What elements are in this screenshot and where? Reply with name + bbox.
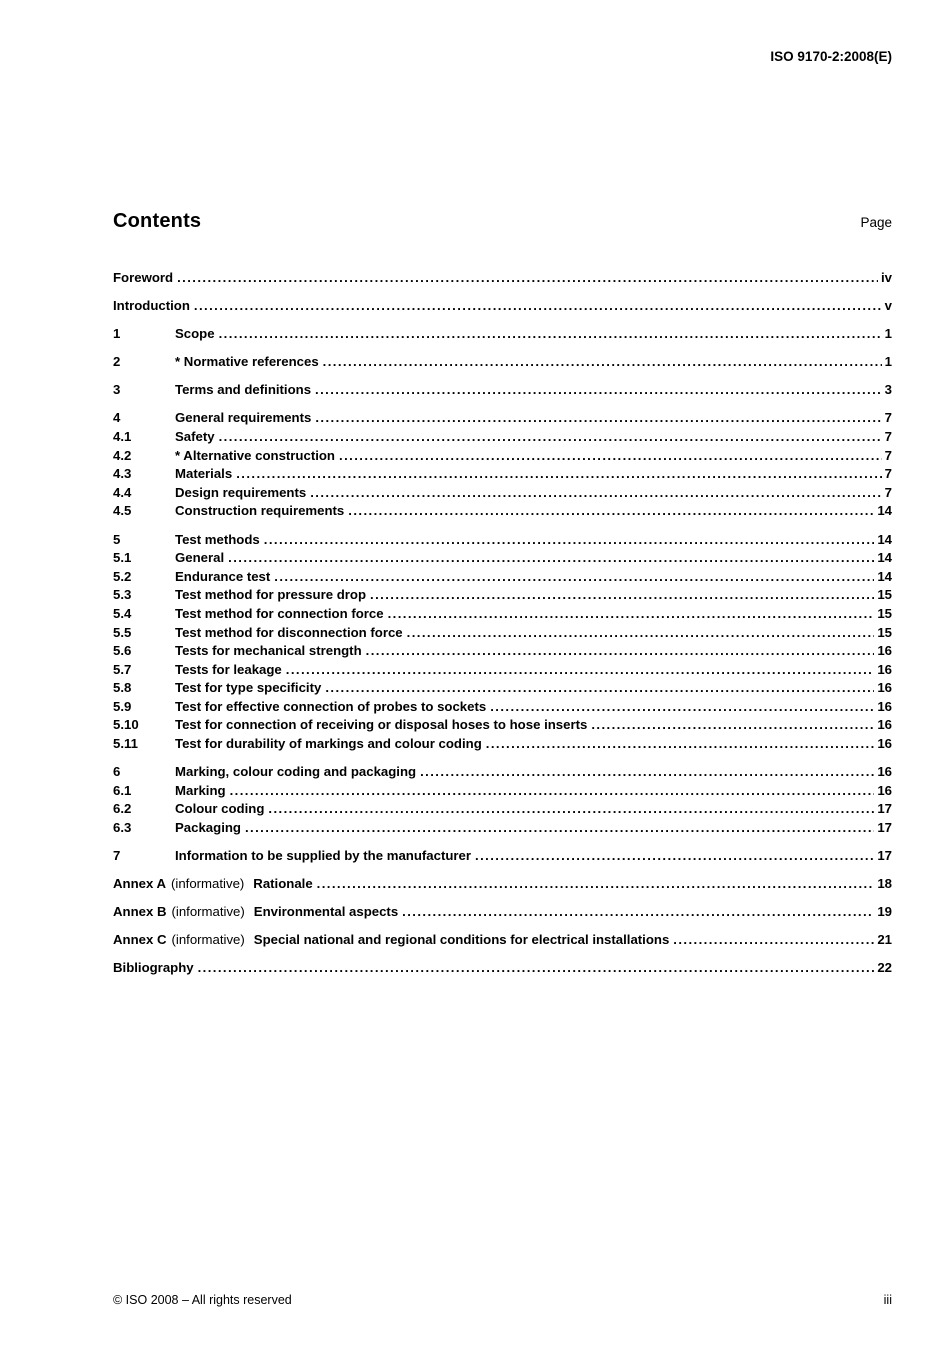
toc-entry-number: 4.1: [113, 429, 132, 445]
contents-title: Contents: [113, 210, 202, 232]
toc-entry-number: 6: [113, 764, 121, 780]
toc-entry-page: 16: [877, 698, 892, 714]
toc-entry-number: 5.9: [113, 698, 132, 714]
toc-entry-page: 3: [884, 382, 892, 398]
toc-entry-title: General: [175, 550, 225, 566]
toc-entry-title: Test method for pressure drop: [175, 587, 366, 603]
toc-entry: [113, 269, 892, 288]
toc-entry-page: 16: [877, 680, 892, 696]
toc-entry-label: [175, 698, 486, 717]
toc-entry: [113, 549, 892, 568]
toc-entry-label: [175, 642, 362, 661]
toc-entry-annex: Annex B: [113, 904, 167, 920]
toc-entry: [113, 847, 892, 866]
toc-entry-label: [175, 549, 224, 568]
toc-entry: [113, 465, 892, 484]
dot-leader: [490, 698, 874, 717]
toc-entry-label: [175, 782, 226, 801]
toc-entry-page: 17: [877, 801, 892, 817]
toc-entry: [113, 381, 892, 400]
dot-leader: [245, 819, 874, 838]
toc-entry-page: 17: [877, 848, 892, 864]
toc-entry-label: [175, 484, 306, 503]
toc-entry-title: Construction requirements: [175, 503, 345, 519]
toc-entry-number: 4: [113, 410, 121, 426]
toc-entry-label: [175, 819, 241, 838]
toc-entry-label: [175, 409, 311, 428]
toc-entry-number: 6.2: [113, 801, 132, 817]
toc-entry-number: 2: [113, 354, 121, 370]
dot-leader: [348, 502, 874, 521]
toc-entry-label: [175, 353, 319, 372]
toc-entry-label: [175, 847, 471, 866]
dot-leader: [407, 624, 875, 643]
dot-leader: [219, 428, 882, 447]
toc-entry: [113, 875, 892, 894]
toc-entry: [113, 698, 892, 717]
toc-entry: [113, 661, 892, 680]
toc-entry-number: 4.3: [113, 466, 132, 482]
table-of-contents: [113, 269, 892, 978]
dot-leader: [268, 800, 874, 819]
toc-entry-page: iv: [881, 270, 892, 285]
toc-entry-title: Terms and definitions: [175, 382, 312, 398]
toc-entry-page: 22: [877, 960, 892, 976]
toc-entry-title: Environmental aspects: [253, 904, 399, 920]
toc-entry-label: [175, 661, 282, 680]
dot-leader: [230, 782, 875, 801]
toc-entry-title: Safety: [175, 429, 215, 445]
toc-entry-page: 7: [884, 410, 892, 426]
toc-entry-label: [113, 297, 190, 316]
toc-entry-title: Endurance test: [175, 568, 271, 584]
toc-entry-page: 16: [877, 736, 892, 752]
toc-entry-page: 14: [877, 531, 892, 547]
toc-entry-label: [175, 325, 215, 344]
toc-entry-title: Scope: [175, 326, 215, 342]
dot-leader: [286, 661, 875, 680]
toc-entry-number: 7: [113, 848, 121, 864]
toc-entry-label: [175, 568, 270, 587]
toc-entry: [113, 297, 892, 316]
toc-entry-page: 14: [877, 568, 892, 584]
toc-entry-label: [113, 269, 173, 288]
toc-entry: [113, 679, 892, 698]
dot-leader: [370, 586, 874, 605]
toc-entry-label: [175, 465, 232, 484]
dot-leader: [274, 568, 874, 587]
dot-leader: [177, 269, 878, 288]
dot-leader: [402, 903, 874, 922]
page-header: [113, 49, 892, 64]
toc-entry-page: 1: [884, 354, 892, 370]
toc-entry-title: Test method for connection force: [175, 605, 384, 621]
toc-entry-title: Test for effective connection of probes to sockets: [175, 698, 487, 714]
toc-entry-page: 1: [884, 326, 892, 342]
dot-leader: [198, 959, 875, 978]
toc-entry-title: Materials: [175, 466, 233, 482]
toc-entry-label: [175, 735, 482, 754]
toc-entry-number: 5.6: [113, 643, 132, 659]
toc-entry: [113, 624, 892, 643]
toc-entry-label: [175, 447, 335, 466]
toc-entry-label: [175, 502, 344, 521]
toc-entry-number: 5.10: [113, 717, 139, 733]
toc-entry-label: [175, 605, 384, 624]
toc-entry-page: 15: [877, 587, 892, 603]
toc-entry-page: 7: [884, 447, 892, 463]
dot-leader: [486, 735, 875, 754]
toc-entry-page: 19: [877, 904, 892, 920]
toc-entry-number: 5.1: [113, 550, 132, 566]
toc-entry-number: 3: [113, 382, 121, 398]
dot-leader: [264, 531, 875, 550]
toc-entry-title: General requirements: [175, 410, 312, 426]
dot-leader: [420, 763, 874, 782]
toc-entry: [113, 819, 892, 838]
toc-entry-page: 14: [877, 550, 892, 566]
contents-heading-row: [113, 210, 892, 233]
toc-entry-page: 15: [877, 605, 892, 621]
dot-leader: [388, 605, 875, 624]
toc-entry-title: Packaging: [175, 819, 241, 835]
dot-leader: [194, 297, 882, 316]
folio-page-number: iii: [883, 1293, 892, 1307]
toc-entry: [113, 353, 892, 372]
toc-entry-number: 4.2: [113, 447, 132, 463]
toc-entry: [113, 325, 892, 344]
toc-entry-page: 17: [877, 819, 892, 835]
dot-leader: [315, 381, 882, 400]
copyright-notice: © ISO 2008 – All rights reserved: [113, 1293, 292, 1307]
toc-entry-label: [113, 959, 194, 978]
toc-entry-label: [175, 763, 416, 782]
toc-entry: [113, 447, 892, 466]
toc-entry-label: [175, 800, 264, 819]
toc-entry-number: 5: [113, 531, 121, 547]
toc-entry-label: [113, 931, 669, 950]
toc-entry: [113, 568, 892, 587]
toc-entry-page: 16: [877, 764, 892, 780]
toc-entry-page: 7: [884, 429, 892, 445]
dot-leader: [339, 447, 882, 466]
toc-entry-page: 7: [884, 484, 892, 500]
toc-entry: [113, 903, 892, 922]
toc-entry-number: 4.4: [113, 484, 132, 500]
toc-entry-title: Bibliography: [113, 960, 194, 976]
toc-entry-title: Foreword: [113, 270, 174, 285]
toc-entry-informative: (informative): [171, 932, 245, 948]
dot-leader: [315, 409, 881, 428]
toc-entry-number: 5.7: [113, 661, 132, 677]
toc-entry-page: 7: [884, 466, 892, 482]
toc-entry-title: Test for connection of receiving or disposal hoses to hose inserts: [175, 717, 588, 733]
toc-entry: [113, 642, 892, 661]
toc-entry-number: 4.5: [113, 503, 132, 519]
toc-entry: [113, 716, 892, 735]
dot-leader: [323, 353, 882, 372]
toc-entry-informative: (informative): [171, 904, 245, 920]
toc-entry-informative: (informative): [171, 876, 245, 892]
toc-entry-number: 5.11: [113, 736, 138, 752]
toc-entry-label: [175, 586, 366, 605]
toc-entry-label: [113, 875, 313, 894]
toc-entry-label: [175, 624, 403, 643]
dot-leader: [317, 875, 875, 894]
toc-entry-number: 5.2: [113, 568, 132, 584]
dot-leader: [673, 931, 874, 950]
toc-entry-title: Marking: [175, 782, 226, 798]
toc-entry: [113, 409, 892, 428]
page-column-label: Page: [860, 215, 892, 230]
dot-leader: [325, 679, 874, 698]
toc-entry-title: Information to be supplied by the manufacturer: [175, 848, 472, 864]
toc-entry-number: 5.5: [113, 624, 132, 640]
dot-leader: [366, 642, 875, 661]
toc-entry-number: 6.1: [113, 782, 132, 798]
toc-entry-label: [175, 428, 215, 447]
toc-entry: [113, 735, 892, 754]
dot-leader: [228, 549, 874, 568]
toc-entry: [113, 502, 892, 521]
toc-entry: [113, 782, 892, 801]
toc-entry-title: Test methods: [175, 531, 260, 547]
dot-leader: [591, 716, 874, 735]
toc-entry-title: Test method for disconnection force: [175, 624, 403, 640]
toc-entry: [113, 586, 892, 605]
toc-entry-title: Special national and regional conditions for electrical installations: [253, 932, 670, 948]
dot-leader: [219, 325, 882, 344]
toc-entry-page: 16: [877, 717, 892, 733]
toc-entry: [113, 484, 892, 503]
document-id: ISO 9170-2:2008(E): [770, 49, 892, 64]
toc-entry-title: Tests for leakage: [175, 661, 282, 677]
toc-entry-number: 5.3: [113, 587, 132, 603]
toc-entry-page: 16: [877, 661, 892, 677]
toc-entry-title: Design requirements: [175, 484, 307, 500]
toc-entry-page: v: [884, 298, 892, 314]
toc-entry-number: 1: [113, 326, 121, 342]
toc-entry-number: 5.8: [113, 680, 132, 696]
toc-entry-title: Rationale: [253, 876, 313, 892]
toc-entry-label: [175, 531, 260, 550]
toc-entry-page: 21: [877, 932, 892, 948]
toc-entry: [113, 531, 892, 550]
toc-entry-title: Marking, colour coding and packaging: [175, 764, 417, 780]
toc-entry-number: 5.4: [113, 605, 132, 621]
toc-entry: [113, 763, 892, 782]
toc-entry-page: 18: [877, 876, 892, 892]
toc-entry-label: [175, 381, 311, 400]
toc-entry-page: 14: [877, 503, 892, 519]
toc-entry-title: Colour coding: [175, 801, 265, 817]
toc-entry-page: 16: [877, 643, 892, 659]
dot-leader: [236, 465, 881, 484]
toc-entry-title: Introduction: [113, 298, 190, 314]
page-footer: [113, 1293, 892, 1307]
toc-entry-page: 15: [877, 624, 892, 640]
toc-entry-label: [175, 716, 587, 735]
toc-entry: [113, 800, 892, 819]
toc-entry-title: * Alternative construction: [175, 447, 335, 463]
toc-entry-title: Tests for mechanical strength: [175, 643, 362, 659]
toc-entry-title: Test for durability of markings and colour coding: [175, 736, 482, 752]
toc-entry: [113, 605, 892, 624]
toc-entry-label: [175, 679, 321, 698]
toc-entry-annex: Annex C: [113, 932, 167, 948]
toc-entry-label: [113, 903, 398, 922]
toc-entry-number: 6.3: [113, 819, 132, 835]
toc-entry-title: Test for type specificity: [175, 680, 322, 696]
dot-leader: [310, 484, 881, 503]
dot-leader: [475, 847, 874, 866]
toc-entry: [113, 428, 892, 447]
toc-entry-title: * Normative references: [175, 354, 319, 370]
toc-entry: [113, 931, 892, 950]
toc-entry: [113, 959, 892, 978]
toc-entry-annex: Annex A: [113, 876, 167, 892]
toc-entry-page: 16: [877, 782, 892, 798]
